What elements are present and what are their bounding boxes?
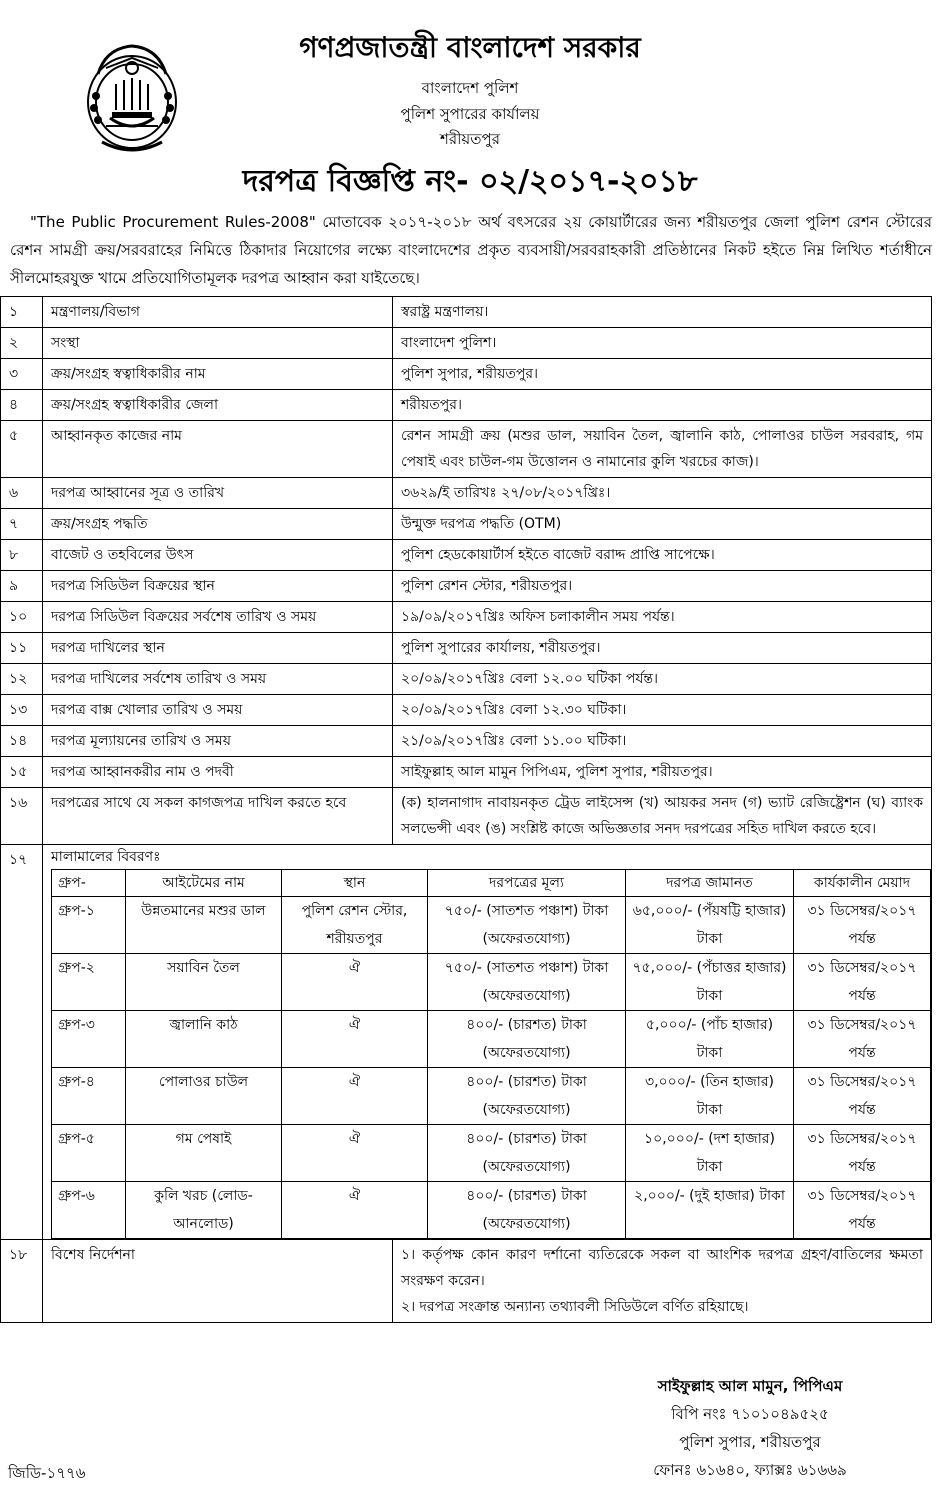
special-label: বিশেষ নির্দেশনা (43, 1240, 393, 1323)
table-row: ৪ ক্রয়/সংগ্রহ স্বত্বাধিকারীর জেলা শরীয়তপুর। (1, 390, 932, 421)
special-notes (393, 1240, 932, 1323)
department-name: বাংলাদেশ পুলিশ (421, 79, 519, 97)
special-instructions-row: ১৮ বিশেষ নির্দেশনা ১। কর্তৃপক্ষ কোন কারণ দর্শানো ব্যতিরেকে সকল বা আংশিক দরপত্র গ্রহণ/বাতিলের ক্ষমতা সংরক্ষণ করেন। ২। দরপত্র সংক্রান্ত অন্যান্য তথ্যাবলী সিডিউলে বর্ণিত রহিয়াছে। (1, 1240, 932, 1323)
goods-item-row: গ্রুপ-৩ জ্বালানি কাঠ ঐ ৪০০/- (চারশত) টাকা (অফেরতযোগ্য) ৫,০০০/- (পাঁচ হাজার) টাকা ৩১ ডিসেম্বর/২০১৭ পর্যন্ত (52, 1011, 931, 1068)
signatory-designation: পুলিশ সুপার, শরীয়তপুর (679, 1433, 821, 1451)
table-row: ৭ ক্রয়/সংগ্রহ পদ্ধতি উন্মুক্ত দরপত্র পদ্ধতি (OTM) (1, 509, 932, 540)
table-row: ৯ দরপত্র সিডিউল বিক্রয়ের স্থান পুলিশ রেশন স্টোর, শরীয়তপুর। (1, 571, 932, 602)
goods-label: মালামালের বিবরণঃ (51, 849, 161, 865)
letterhead (0, 0, 942, 200)
table-row: ২ সংস্থা বাংলাদেশ পুলিশ। (1, 328, 932, 359)
tender-details-table (0, 296, 932, 1323)
goods-item-row: গ্রুপ-২ সয়াবিন তৈল ঐ ৭৫০/- (সাতশত পঞ্চাশ) টাকা (অফেরতযোগ্য) ৭৫,০০০/- (পঁচাত্তর হাজার) টাকা ৩১ ডিসেম্বর/২০১৭ পর্যন্ত (52, 954, 931, 1011)
goods-item-row: গ্রুপ-৫ গম পেষাই ঐ ৪০০/- (চারশত) টাকা (অফেরতযোগ্য) ১০,০০০/- (দশ হাজার) টাকা ৩১ ডিসেম্বর/২০১৭ পর্যন্ত (52, 1125, 931, 1182)
gd-number: জিডি-১৭৭৬ (8, 1464, 86, 1482)
table-row: ১০ দরপত্র সিডিউল বিক্রয়ের সর্বশেষ তারিখ ও সময় ১৯/০৯/২০১৭খ্রিঃ অফিস চলাকালীন সময় পর্যন্ত। (1, 602, 932, 633)
table-row: ৩ ক্রয়/সংগ্রহ স্বত্বাধিকারীর নাম পুলিশ সুপার, শরীয়তপুর। (1, 359, 932, 390)
signature-block (560, 1372, 940, 1484)
goods-item-row: গ্রুপ-৪ পোলাওর চাউল ঐ ৪০০/- (চারশত) টাকা (অফেরতযোগ্য) ৩,০০০/- (তিন হাজার) টাকা ৩১ ডিসেম্বর/২০১৭ পর্যন্ত (52, 1068, 931, 1125)
goods-header-row: গ্রুপ- আইটেমের নাম স্থান দরপত্রের মূল্য দরপত্র জামানত কার্যকালীন মেয়াদ (52, 870, 931, 897)
contact-numbers: ফোনঃ ৬১৬৪০, ফ্যাক্সঃ ৬১৬৬৯ (653, 1461, 847, 1479)
goods-item-row: গ্রুপ-১ উন্নতমানের মশুর ডাল পুলিশ রেশন স্টোর, শরীয়তপুর ৭৫০/- (সাতশত পঞ্চাশ) টাকা (অফেরতযোগ্য) ৬৫,০০০/- (পঁয়ষট্টি হাজার) টাকা ৩১ ডিসেম্বর/২০১৭ পর্যন্ত (52, 897, 931, 954)
district-name: শরীয়তপুর (440, 130, 500, 148)
table-row: ১৪ দরপত্র মূল্যায়নের তারিখ ও সময় ২১/০৯/২০১৭খ্রিঃ বেলা ১১.০০ ঘটিকা। (1, 726, 932, 757)
bp-number: বিপি নংঃ ৭১০১০৪৯৫২৫ (671, 1405, 829, 1423)
goods-row: ১৭ মালামালের বিবরণঃ গ্রুপ- আইটেমের নাম স্থান দরপত্রের মূল্য দরপত্র জামানত কার্যকালীন মেয়াদ গ্রুপ-১ উন্নতমানের মশুর ডাল পুলিশ রেশন স্টোর, শরীয়তপুর ৭৫০/- (সাতশত পঞ্চাশ) টাকা (অফেরতযোগ্য) ৬৫,০০০/- (পঁয়ষট্টি হাজার) টাকা ৩১ ডিসেম্বর/২০১৭ পর্যন্ত গ্রুপ-২ সয়াবিন তৈল ঐ ৭৫০/- (সাতশত পঞ্চাশ) টাকা (অফেরতযোগ্য) ৭৫,০০০/- (পঁচাত্তর হাজার) টাকা ৩১ ডিসেম্বর/২০১৭ পর্যন্ত গ্রুপ-৩ জ্বালানি কাঠ ঐ ৪০০/- (চারশত) টাকা (অফেরতযোগ্য) ৫,০০০/- (পাঁচ হাজার) টাকা ৩১ ডিসেম্বর/২০১৭ পর্যন্ত গ্রুপ-৪ পোলাওর চাউল ঐ ৪০০/- (চারশত) টাকা (অফেরতযোগ্য) ৩,০০০/- (তিন হাজার) টাকা ৩১ ডিসেম্বর/২০১৭ পর্যন্ত গ্রুপ-৫ গম পেষাই ঐ ৪০০/- (চারশত) টাকা (অফেরতযোগ্য) ১০,০০০/- (দশ হাজার) টাকা ৩১ ডিসেম্বর/২০১৭ পর্যন্ত গ্রুপ-৬ কুলি খরচ (লোড-আনলোড) ঐ ৪০০/- (চারশত) টাকা (অফেরতযোগ্য) ২,০০০/- (দুই হাজার) টাকা ৩১ ডিসেম্বর/২০১৭ পর্যন্ত (1, 845, 932, 1240)
goods-table (51, 869, 931, 1239)
table-row: ৬ দরপত্র আহ্বানের সূত্র ও তারিখ ৩৬২৯/ই তারিখঃ ২৭/০৮/২০১৭খ্রিঃ। (1, 478, 932, 509)
table-row: ১৬ দরপত্রের সাথে যে সকল কাগজপত্র দাখিল করতে হবে (ক) হালনাগাদ নাবায়নকৃত ট্রেড লাইসেন্স (খ) আয়কর সনদ (গ) ভ্যাট রেজিষ্ট্রেশন (ঘ) ব্যাংক সলভেন্সী এবং (ঙ) সংশ্লিষ্ট কাজে অভিজ্ঞতার সনদ দরপত্রের সহিত দাখিল করতে হবে। (1, 788, 932, 845)
table-row: ১২ দরপত্র দাখিলের সর্বশেষ তারিখ ও সময় ২০/০৯/২০১৭খ্রিঃ বেলা ১২.০০ ঘটিকা পর্যন্ত। (1, 664, 932, 695)
table-row: ১৩ দরপত্র বাক্স খোলার তারিখ ও সময় ২০/০৯/২০১৭খ্রিঃ বেলা ১২.৩০ ঘটিকা। (1, 695, 932, 726)
table-row: ১ মন্ত্রণালয়/বিভাগ স্বরাষ্ট্র মন্ত্রণালয়। (1, 297, 932, 328)
intro-paragraph: "The Public Procurement Rules-2008" মোতাবেক ২০১৭-২০১৮ অর্থ বৎসরের ২য় কোয়ার্টারের জন্য শরীয়তপুর জেলা পুলিশ রেশন স্টোরের রেশন সামগ্রী ক্রয়/সরবরাহের নিমিত্তে ঠিকাদার নিয়োগের লক্ষ্যে বাংলাদেশের প্রকৃত ব্যবসায়ী/সরবরাহকারী প্রতিষ্ঠানের নিকট হইতে নিম্ন লিখিত শর্তাধীনে সীলমোহরযুক্ত খামে প্রতিযোগিতামূলক দরপত্র আহ্বান করা যাইতেছে। (10, 213, 932, 287)
table-row: ৫ আহ্বানকৃত কাজের নাম রেশন সামগ্রী ক্রয় (মশুর ডাল, সয়াবিন তৈল, জ্বালানি কাঠ, পোলাওর চাউল সরবরাহ, গম পেষাই এবং চাউল-গম উত্তোলন ও নামানোর কুলি খরচের কাজ)। (1, 421, 932, 478)
special-note: ২। দরপত্র সংক্রান্ত অন্যান্য তথ্যাবলী সিডিউলে বর্ণিত রহিয়াছে। (401, 1299, 749, 1315)
table-row: ১৫ দরপত্র আহ্বানকরীর নাম ও পদবী সাইফুল্লাহ আল মামুন পিপিএম, পুলিশ সুপার, শরীয়তপুর। (1, 757, 932, 788)
table-row: ৮ বাজেট ও তহবিলের উৎস পুলিশ হেডকোয়ার্টার্স হইতে বাজেট বরাদ্দ প্রাপ্তি সাপেক্ষে। (1, 540, 932, 571)
government-title: গণপ্রজাতন্ত্রী বাংলাদেশ সরকার (299, 31, 641, 64)
police-emblem-icon (76, 38, 188, 160)
goods-item-row: গ্রুপ-৬ কুলি খরচ (লোড-আনলোড) ঐ ৪০০/- (চারশত) টাকা (অফেরতযোগ্য) ২,০০০/- (দুই হাজার) টাকা ৩১ ডিসেম্বর/২০১৭ পর্যন্ত (52, 1182, 931, 1239)
office-name: পুলিশ সুপারের কার্যালয় (400, 105, 540, 123)
notice-title: দরপত্র বিজ্ঞপ্তি নং- ০২/২০১৭-২০১৮ (242, 164, 698, 199)
signatory-name: সাইফুল্লাহ আল মামুন, পিপিএম (657, 1377, 843, 1395)
special-note: ১। কর্তৃপক্ষ কোন কারণ দর্শানো ব্যতিরেকে সকল বা আংশিক দরপত্র গ্রহণ/বাতিলের ক্ষমতা সংরক্ষণ করেন। (401, 1247, 923, 1289)
table-row: ১১ দরপত্র দাখিলের স্থান পুলিশ সুপারের কার্যালয়, শরীয়তপুর। (1, 633, 932, 664)
